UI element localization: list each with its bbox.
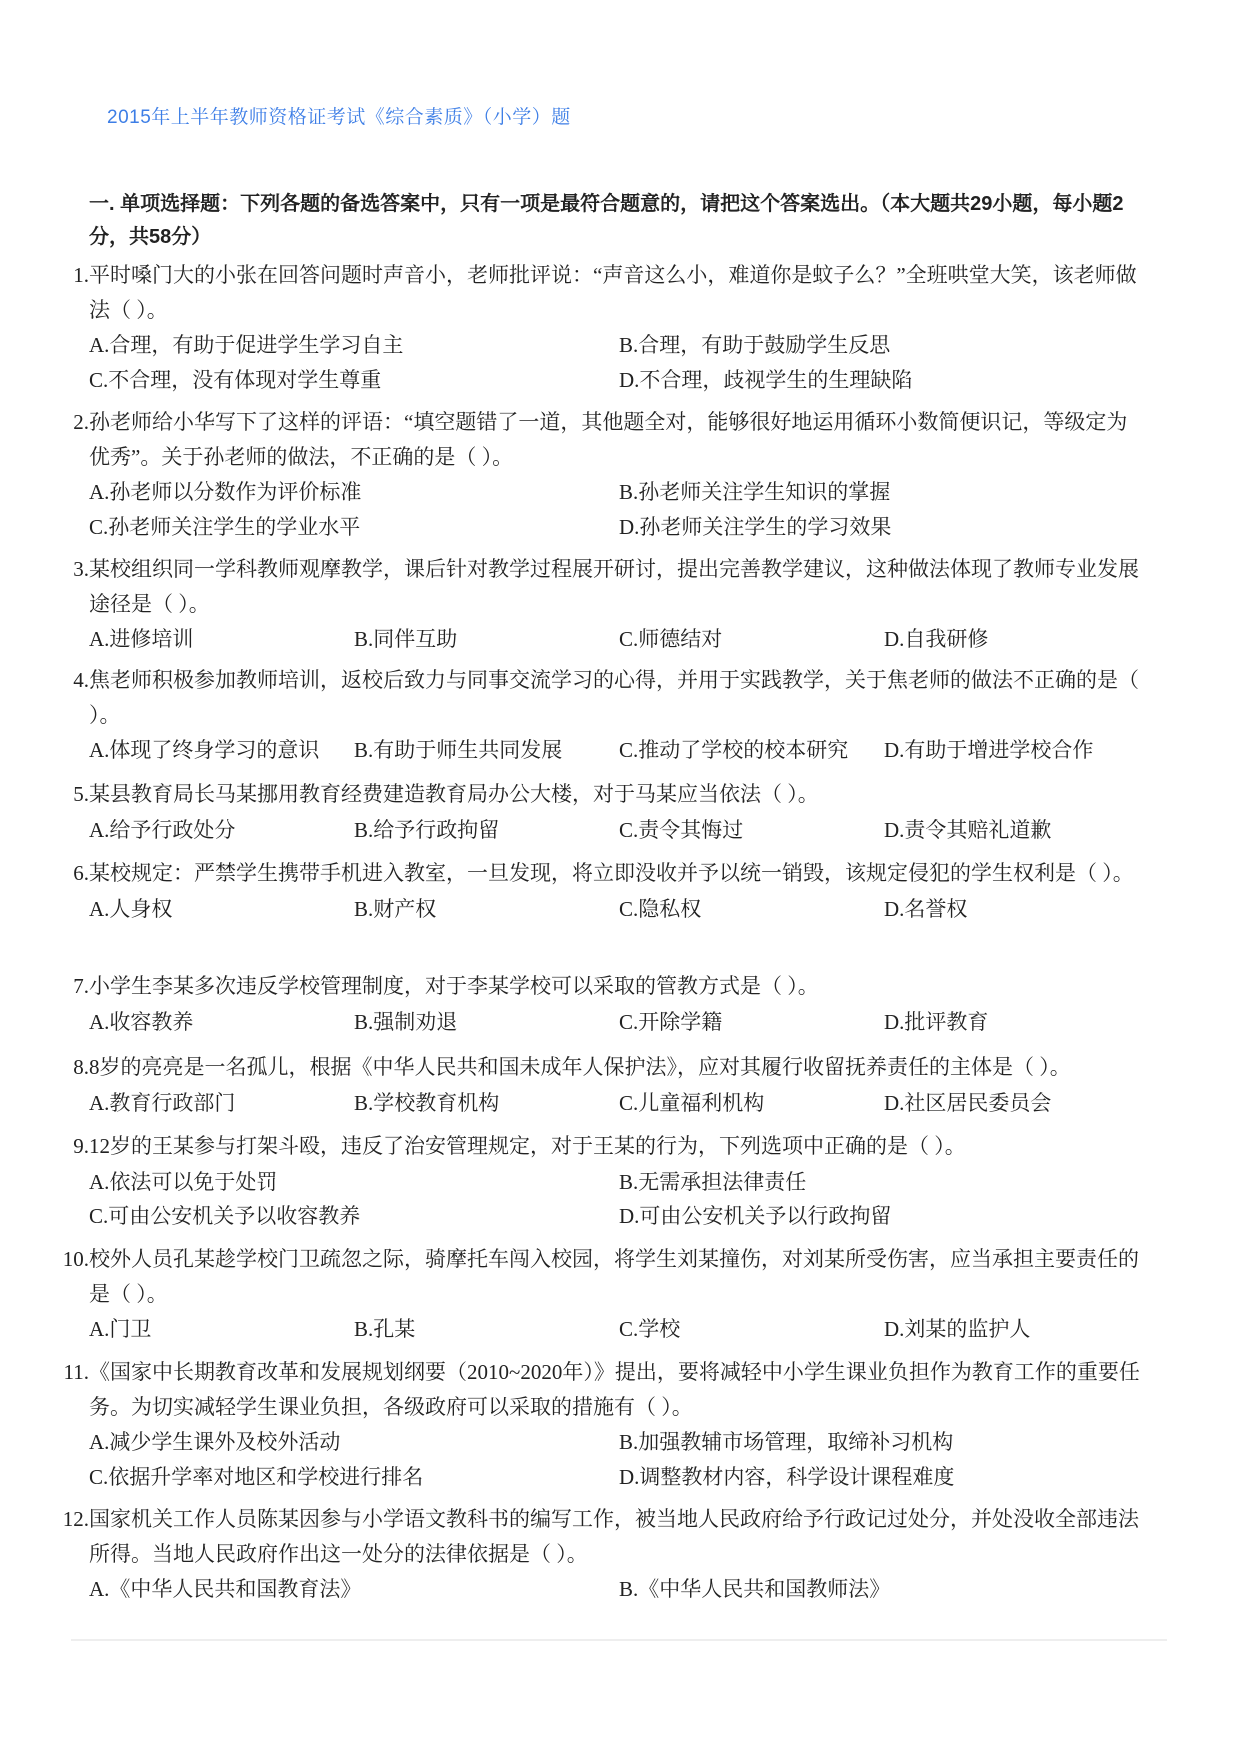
question-text: 《国家中长期教育改革和发展规划纲要（2010~2020年）》提出，要将减轻中小学生课业负担作为教育工作的重要任务。为切实减轻学生课业负担，各级政府可以采取的措施有（ ）。 [89, 1360, 1140, 1419]
question-text: 12岁的王某参与打架斗殴，违反了治安管理规定，对于王某的行为，下列选项中正确的是（ ）。 [89, 1134, 966, 1158]
question-stem [56, 777, 1146, 812]
answer-option: C.责令其悔过 [619, 817, 744, 842]
question-stem [56, 969, 1146, 1004]
question-stem [56, 1129, 1146, 1164]
question-text: 校外人员孔某趁学校门卫疏忽之际，骑摩托车闯入校园，将学生刘某撞伤，对刘某所受伤害，应当承担主要责任的是（ ）。 [89, 1247, 1139, 1306]
answer-option: D.调整教材内容，科学设计课程难度 [619, 1464, 955, 1489]
answer-option: A.《中华人民共和国教育法》 [89, 1577, 362, 1601]
answer-option: D.责令其赔礼道歉 [884, 817, 1052, 842]
document-title: 2015年上半年教师资格证考试《综合素质》（小学）题 [107, 107, 571, 128]
answer-option: B.同伴互助 [354, 627, 458, 651]
answer-option: C.学校 [619, 1317, 681, 1341]
section-heading: 一. 单项选择题：下列各题的备选答案中，只有一项是最符合题意的，请把这个答案选出。（本大题共29小题，每小题2分，共58分） [89, 193, 1124, 248]
question-stem [56, 856, 1146, 891]
question-text: 某县教育局长马某挪用教育经费建造教育局办公大楼，对于马某应当依法（ ）。 [89, 782, 819, 806]
answer-option: B.给予行政拘留 [354, 817, 500, 842]
question-number: 3. [73, 557, 89, 581]
question-text: 小学生李某多次违反学校管理制度，对于李某学校可以采取的管教方式是（ ）。 [89, 974, 819, 998]
answer-options [89, 475, 1146, 544]
answer-option: A.进修培训 [89, 627, 194, 651]
answer-option: B.《中华人民共和国教师法》 [619, 1577, 891, 1601]
answer-option: B.加强教辅市场管理，取缔补习机构 [619, 1430, 954, 1454]
answer-options [89, 1572, 1146, 1607]
answer-options [89, 733, 1146, 768]
question-item [56, 663, 1146, 768]
question-item [56, 552, 1146, 657]
question-number: 11. [63, 1360, 89, 1384]
answer-option: C.孙老师关注学生的学业水平 [89, 514, 361, 539]
answer-option: D.名誉权 [884, 896, 968, 921]
question-text: 焦老师积极参加教师培训，返校后致力与同事交流学习的心得，并用于实践教学，关于焦老师的做法不正确的是（ ）。 [89, 668, 1139, 727]
question-number: 2. [73, 410, 89, 434]
question-stem [56, 1355, 1146, 1424]
question-number: 8. [73, 1055, 89, 1079]
answer-option: B.合理，有助于鼓励学生反思 [619, 333, 891, 357]
question-number: 6. [73, 861, 89, 885]
question-item [56, 405, 1146, 544]
answer-options [89, 1005, 1146, 1040]
question-item [56, 1242, 1146, 1347]
question-item [56, 258, 1146, 397]
question-number: 9. [73, 1134, 89, 1158]
question-number: 4. [73, 668, 89, 692]
answer-option: C.隐私权 [619, 896, 702, 921]
answer-option: A.教育行政部门 [89, 1090, 236, 1115]
answer-option: B.强制劝退 [354, 1009, 458, 1034]
question-item [56, 777, 1146, 847]
answer-option: A.合理，有助于促进学生学习自主 [89, 333, 404, 357]
answer-option: A.给予行政处分 [89, 817, 236, 842]
answer-option: C.不合理，没有体现对学生尊重 [89, 367, 382, 392]
answer-option: A.依法可以免于处罚 [89, 1169, 278, 1194]
answer-option: D.社区居民委员会 [884, 1090, 1052, 1115]
answer-option: B.孙老师关注学生知识的掌握 [619, 480, 891, 504]
question-number: 5. [73, 782, 89, 806]
question-item [56, 1355, 1146, 1494]
question-item [56, 1502, 1146, 1607]
answer-option: D.孙老师关注学生的学习效果 [619, 514, 892, 539]
question-text: 某校规定：严禁学生携带手机进入教室，一旦发现，将立即没收并予以统一销毁，该规定侵犯的学生权利是（ ）。 [89, 861, 1134, 885]
answer-options [89, 813, 1146, 848]
answer-options [89, 1312, 1146, 1347]
answer-option: A.减少学生课外及校外活动 [89, 1430, 341, 1454]
question-number: 7. [73, 974, 89, 998]
answer-option: B.孔某 [354, 1317, 416, 1341]
answer-options [89, 1165, 1146, 1234]
question-item [56, 1050, 1146, 1120]
answer-option: D.可由公安机关予以行政拘留 [619, 1204, 892, 1228]
question-text: 孙老师给小华写下了这样的评语：“填空题错了一道，其他题全对，能够很好地运用循环小数简便识记，等级定为优秀”。关于孙老师的做法，不正确的是（ ）。 [89, 410, 1128, 469]
question-item [56, 969, 1146, 1039]
answer-option: C.依据升学率对地区和学校进行排名 [89, 1464, 424, 1489]
answer-option: A.体现了终身学习的意识 [89, 738, 320, 762]
answer-option: B.有助于师生共同发展 [354, 738, 563, 762]
answer-options [89, 622, 1146, 657]
question-text: 某校组织同一学科教师观摩教学，课后针对教学过程展开研讨，提出完善教学建议，这种做法体现了教师专业发展途径是（ ）。 [89, 557, 1139, 616]
answer-option: D.批评教育 [884, 1009, 989, 1034]
answer-option: B.学校教育机构 [354, 1090, 500, 1115]
answer-option: A.门卫 [89, 1317, 152, 1341]
answer-option: C.儿童福利机构 [619, 1090, 765, 1115]
answer-option: A.收容教养 [89, 1009, 194, 1034]
question-stem [56, 1050, 1146, 1085]
answer-option: D.有助于增进学校合作 [884, 738, 1094, 762]
question-item [56, 856, 1146, 926]
question-stem [56, 405, 1146, 474]
answer-options [89, 892, 1146, 927]
answer-option: D.不合理，歧视学生的生理缺陷 [619, 367, 913, 392]
question-text: 8岁的亮亮是一名孤儿，根据《中华人民共和国未成年人保护法》，应对其履行收留抚养责任的主体是（ ）。 [89, 1055, 1071, 1079]
question-text: 国家机关工作人员陈某因参与小学语文教科书的编写工作，被当地人民政府给予行政记过处分，并处没收全部违法所得。当地人民政府作出这一处分的法律依据是（ ）。 [89, 1507, 1139, 1566]
answer-option: C.可由公安机关予以收容教养 [89, 1204, 361, 1228]
question-stem [56, 258, 1146, 327]
answer-option: D.刘某的监护人 [884, 1317, 1031, 1341]
answer-options [89, 1086, 1146, 1121]
answer-options [89, 1425, 1146, 1494]
question-item [56, 1129, 1146, 1234]
answer-option: B.财产权 [354, 896, 437, 921]
page-divider [71, 1639, 1167, 1641]
answer-option: A.人身权 [89, 896, 173, 921]
answer-option: A.孙老师以分数作为评价标准 [89, 480, 362, 504]
question-stem [56, 1502, 1146, 1571]
answer-option: D.自我研修 [884, 627, 989, 651]
question-number: 1. [73, 263, 89, 287]
question-stem [56, 552, 1146, 621]
answer-option: C.师德结对 [619, 627, 723, 651]
question-text: 平时嗓门大的小张在回答问题时声音小，老师批评说：“声音这么小，难道你是蚊子么？”全班哄堂大笑，该老师做法（ ）。 [89, 263, 1137, 322]
question-number: 12. [62, 1507, 89, 1531]
answer-option: B.无需承担法律责任 [619, 1169, 807, 1194]
answer-option: C.推动了学校的校本研究 [619, 738, 849, 762]
answer-options [89, 328, 1146, 397]
question-number: 10. [62, 1247, 89, 1271]
question-stem [56, 663, 1146, 732]
answer-option: C.开除学籍 [619, 1009, 723, 1034]
question-stem [56, 1242, 1146, 1311]
